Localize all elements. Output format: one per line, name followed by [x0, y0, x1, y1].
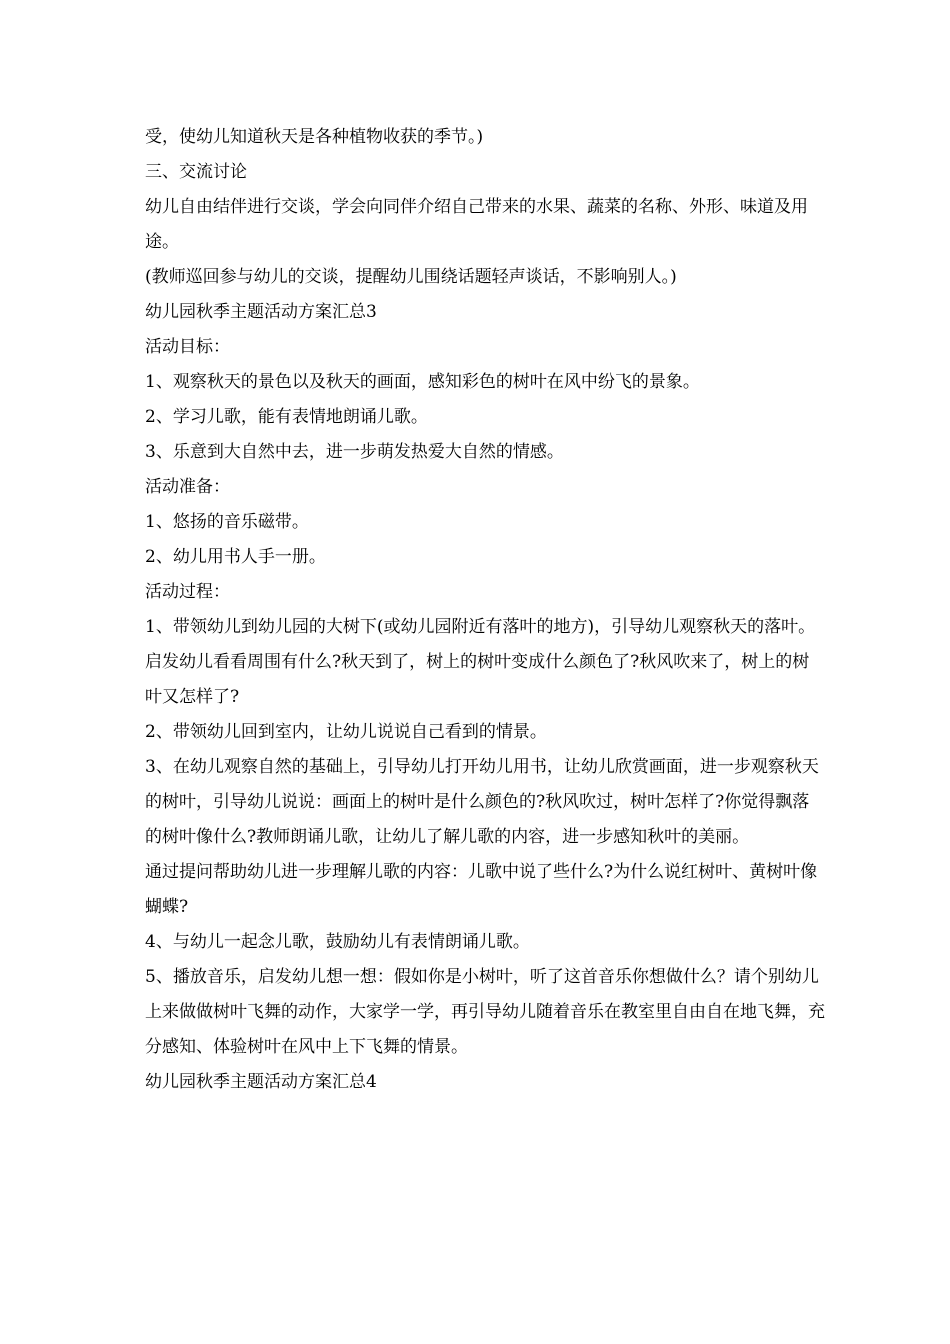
section-heading: 活动目标：	[145, 337, 230, 357]
list-item: 1、观察秋天的景色以及秋天的画面，感知彩色的树叶在风中纷飞的景象。	[145, 372, 700, 392]
paragraph: (教师巡回参与幼儿的交谈，提醒幼儿围绕话题轻声谈话，不影响别人。)	[145, 267, 677, 287]
paragraph: 受，使幼儿知道秋天是各种植物收获的季节。)	[145, 127, 484, 147]
section-heading: 三、交流讨论	[145, 162, 247, 182]
list-item: 2、学习儿歌，能有表情地朗诵儿歌。	[145, 407, 428, 427]
section-heading: 活动准备：	[145, 477, 230, 497]
paragraph: 通过提问帮助幼儿进一步理解儿歌的内容：儿歌中说了些什么?为什么说红树叶、黄树叶像蝴蝶?	[145, 862, 818, 917]
list-item: 2、带领幼儿回到室内，让幼儿说说自己看到的情景。	[145, 722, 547, 742]
list-item: 1、悠扬的音乐磁带。	[145, 512, 309, 532]
document-body	[145, 120, 825, 1100]
list-item: 2、幼儿用书人手一册。	[145, 547, 326, 567]
section-title: 幼儿园秋季主题活动方案汇总3	[145, 302, 377, 322]
paragraph: 幼儿自由结伴进行交谈，学会向同伴介绍自己带来的水果、蔬菜的名称、外形、味道及用途。	[145, 197, 808, 252]
list-item: 3、在幼儿观察自然的基础上，引导幼儿打开幼儿用书，让幼儿欣赏画面，进一步观察秋天的树叶，引导幼儿说说：画面上的树叶是什么颜色的?秋风吹过，树叶怎样了?你觉得飘落的树叶像什么?教师朗诵儿歌，让幼儿了解儿歌的内容，进一步感知秋叶的美丽。	[145, 757, 819, 847]
paragraph: 启发幼儿看看周围有什么?秋天到了，树上的树叶变成什么颜色了?秋风吹来了，树上的树叶又怎样了?	[145, 652, 810, 707]
list-item: 4、与幼儿一起念儿歌，鼓励幼儿有表情朗诵儿歌。	[145, 932, 530, 952]
section-title: 幼儿园秋季主题活动方案汇总4	[145, 1072, 377, 1092]
list-item: 5、播放音乐，启发幼儿想一想：假如你是小树叶，听了这首音乐你想做什么？请个别幼儿上来做做树叶飞舞的动作，大家学一学，再引导幼儿随着音乐在教室里自由自在地飞舞，充分感知、体验树叶在风中上下飞舞的情景。	[145, 967, 825, 1057]
list-item: 1、带领幼儿到幼儿园的大树下(或幼儿园附近有落叶的地方)，引导幼儿观察秋天的落叶。	[145, 617, 816, 637]
list-item: 3、乐意到大自然中去，进一步萌发热爱大自然的情感。	[145, 442, 564, 462]
section-heading: 活动过程：	[145, 582, 230, 602]
